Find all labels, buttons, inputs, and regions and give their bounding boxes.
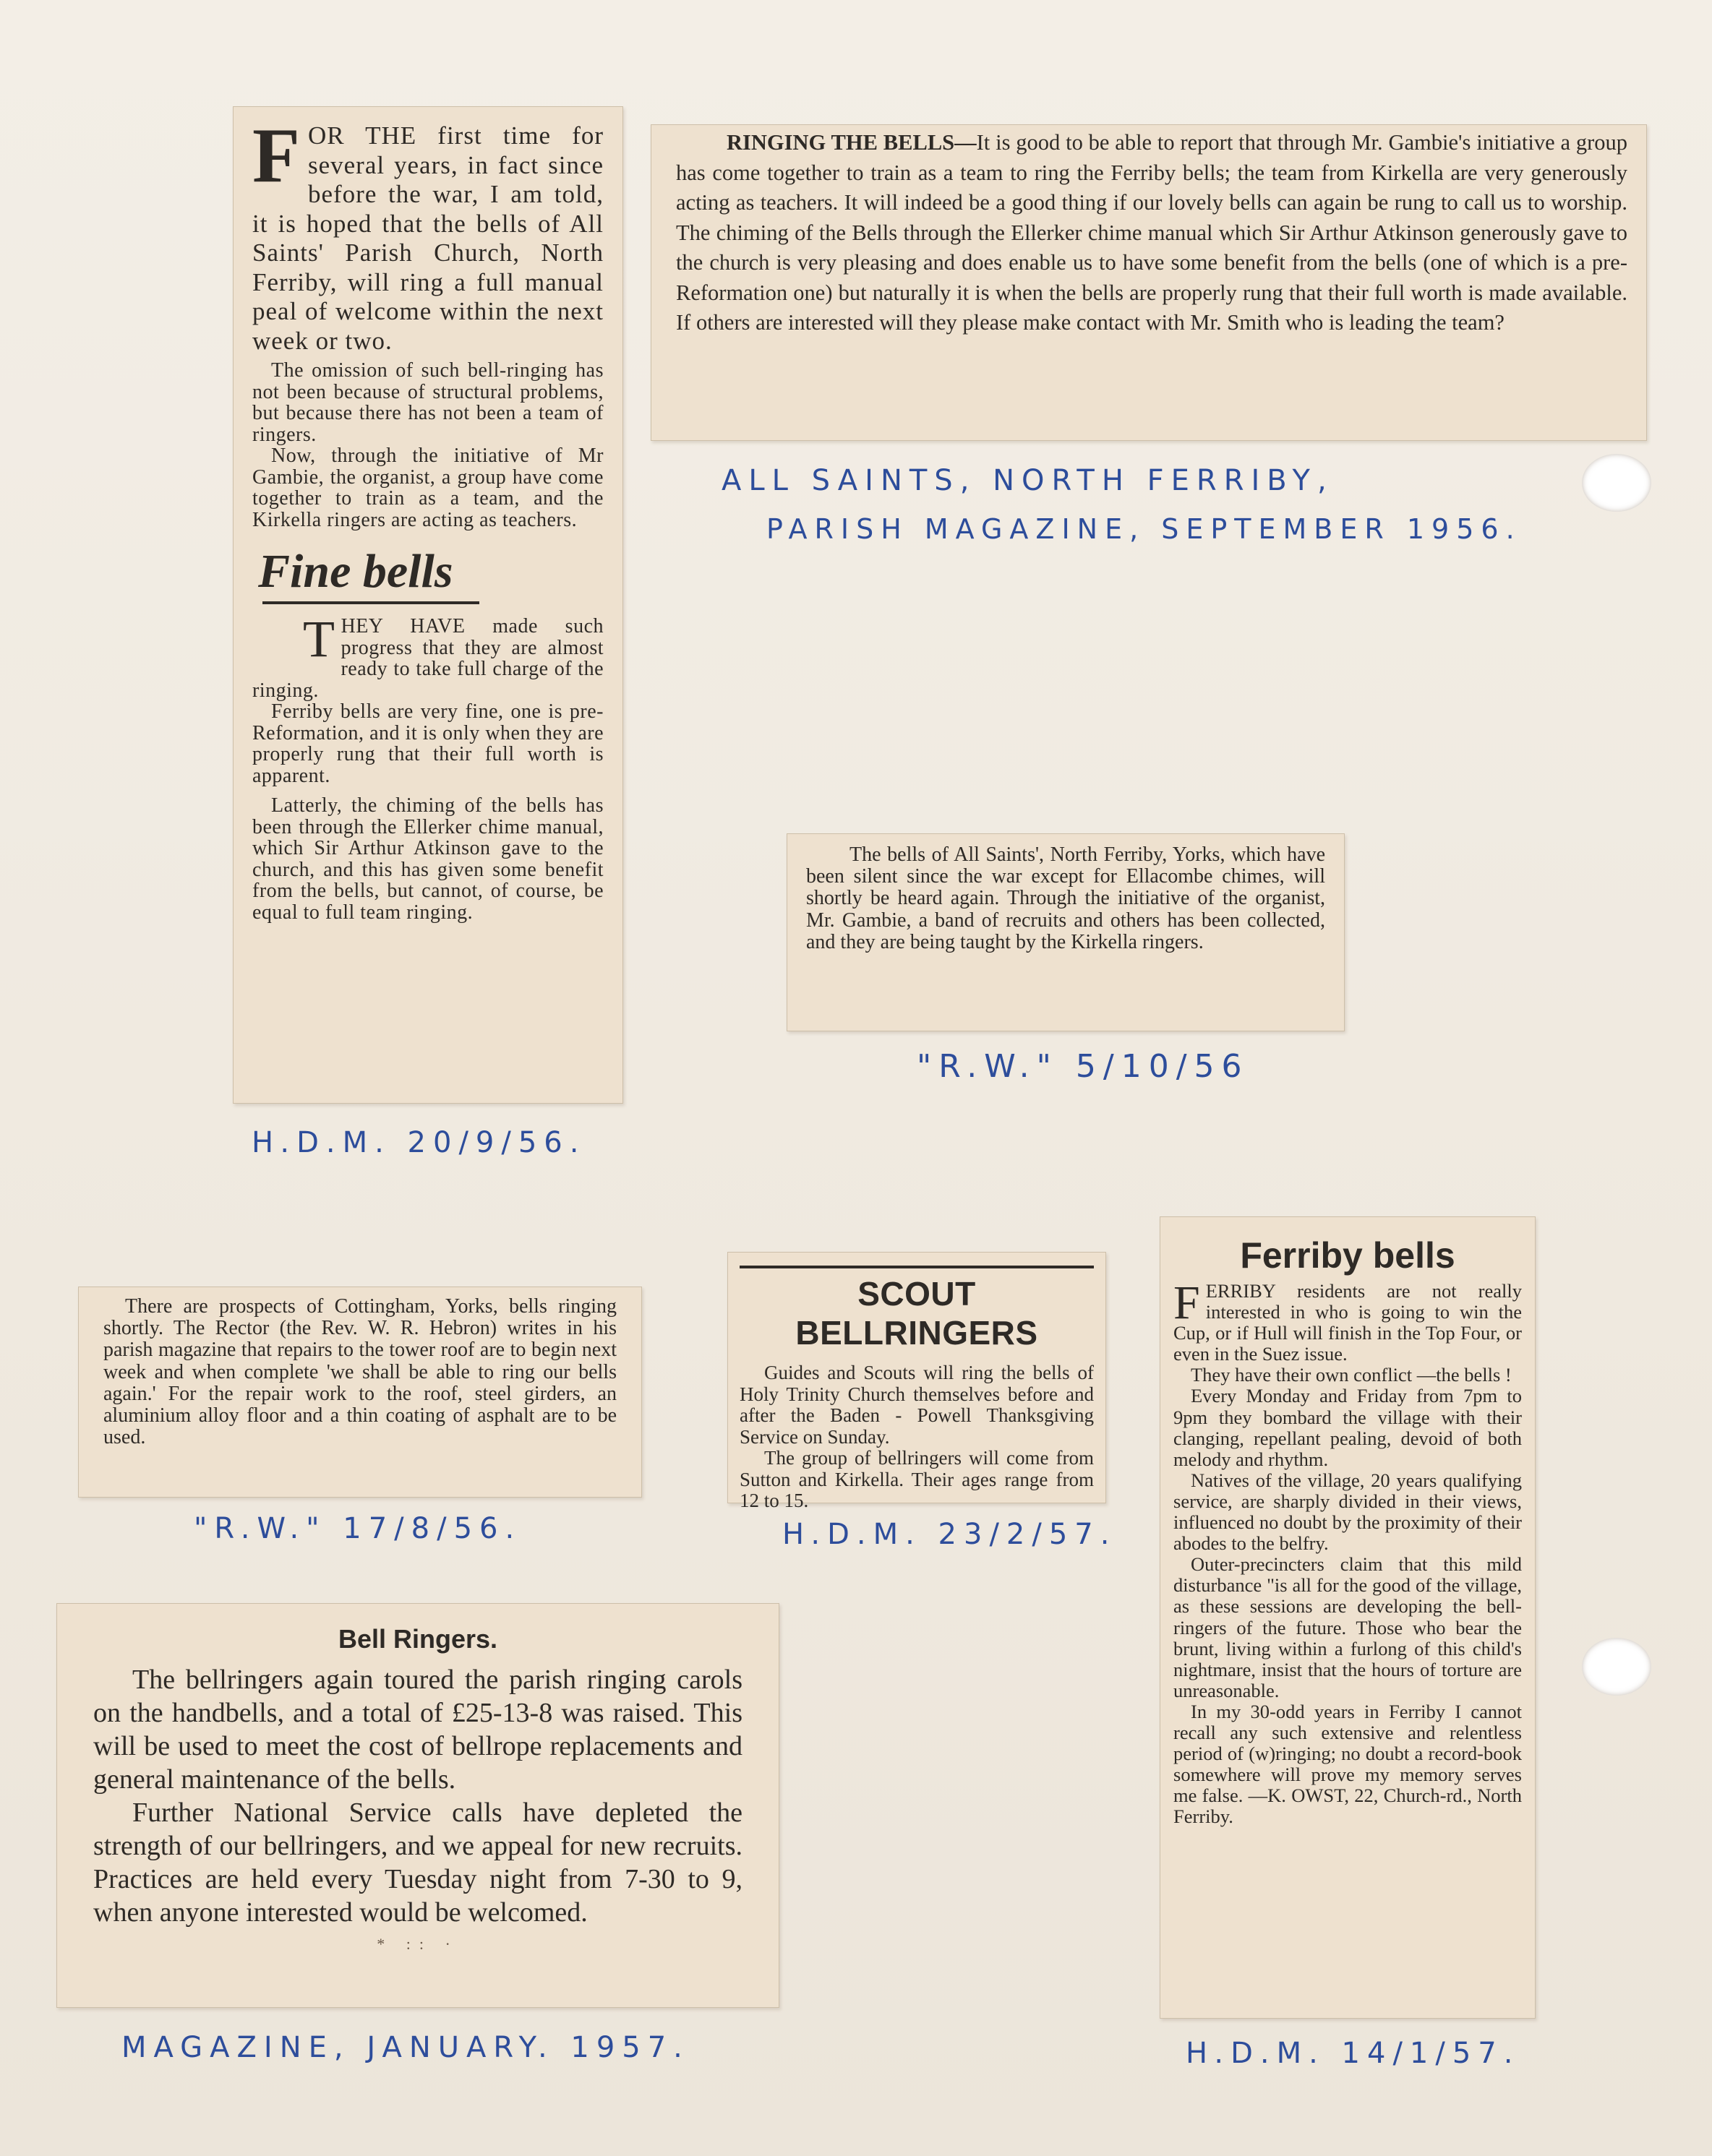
handwritten-note-rw-5-10-56: "R.W." 5/10/56	[917, 1048, 1249, 1085]
paragraph: The bellringers again toured the parish ringing carols on the handbells, and a total of £25-13-8 was raised. This will be used to meet the cost of bellrope replacements and general maintenance of the bells.	[93, 1665, 742, 1795]
handwritten-note-all-saints: ALL SAINTS, NORTH FERRIBY,	[722, 464, 1334, 497]
clipping-ferriby-bells-letter	[1160, 1216, 1536, 2019]
clipping-ringing-the-bells	[651, 124, 1647, 441]
clipping-cottingham-bells	[78, 1287, 642, 1498]
paragraph: Further National Service calls have depleted the strength of our bellringers, and we appeal for new recruits. Practices are held every Tuesday night from 7-30 to 9, when anyone interested would be welcomed.	[93, 1798, 742, 1928]
subheading-rule	[262, 601, 479, 604]
handwritten-note-hdm-23-2-57: H.D.M. 23/2/57.	[782, 1518, 1117, 1551]
paragraph: They have their own conflict —the bells !	[1191, 1364, 1512, 1386]
clipping-scout-bellringers	[727, 1252, 1106, 1511]
clipping-lead-paragraph	[252, 113, 604, 356]
drop-cap: T	[303, 610, 335, 668]
paragraph: Latterly, the chiming of the bells has been through the Ellerker chime manual, which Sir Arthur Atkinson gave to the church, and this has given some benefit from the bells, but cannot, of course, be equal to full team ringing.	[252, 794, 604, 924]
paragraph: There are prospects of Cottingham, Yorks, bells ringing shortly. The Rector (the Rev. W. R. Hebron) writes in his parish magazine that repairs to the tower roof are to begin next week and when complete 'we shall be able to ring our bells again.' For the repair work to the roof, steel girders, an aluminium alloy floor and a thin coating of asphalt are to be used.	[103, 1295, 617, 1449]
drop-cap: F	[252, 113, 301, 199]
handwritten-note-magazine-jan-1957: MAGAZINE, JANUARY. 1957.	[121, 2031, 690, 2064]
headline-ferriby-bells: Ferriby bells	[1240, 1235, 1455, 1276]
paragraph-text: ERRIBY residents are not really interested in who is going to win the Cup, or if Hull will finish in the Top Four, or even in the Suez issue.	[1173, 1280, 1522, 1365]
paragraph-text: HEY HAVE made such progress that they are almost ready to take full charge of the ringing.	[252, 615, 604, 702]
lead-text: OR THE first time for several years, in fact since before the war, I am told, it is hoped that the bells of All Saints' Parish Church, North Ferriby, will ring a full manual peal of welcome within the next week or two.	[252, 121, 604, 355]
punch-hole-bottom	[1582, 1638, 1651, 1696]
ornament: * :: ·	[377, 1935, 459, 1953]
headline-scout-bellringers: SCOUT BELLRINGERS	[740, 1266, 1094, 1352]
paragraph: Guides and Scouts will ring the bells of Holy Trinity Church themselves before and after the Baden - Powell Thanksgiving Service on Sunday.	[740, 1362, 1094, 1448]
clipping-bells-silent-since-war	[787, 833, 1345, 1031]
paragraph: The group of bellringers will come from Sutton and Kirkella. Their ages range from 12 to 15.	[740, 1447, 1094, 1511]
ringing-the-bells-body: It is good to be able to report that through Mr. Gambie's initiative a group has come together to train as a team to ring the Ferriby bells; the team from Kirkella are very generously acting as teachers. It will indeed be a good thing if our lovely bells can again be rung to call us to worship. The chiming of the Bells through the Ellerker chime manual which Sir Arthur Atkinson generously gave to the church is very pleasing and does enable us to have some benefit from the bells (one of which is a pre-Reformation one) but naturally it is when the bells are properly rung that their full worth is made available. If others are interested will they please make contact with Mr. Smith who is leading the team?	[676, 130, 1627, 335]
ringing-the-bells-heading: RINGING THE BELLS—	[727, 130, 977, 155]
subheading-fine-bells: Fine bells	[258, 545, 453, 598]
drop-cap: F	[1173, 1276, 1200, 1329]
handwritten-note-hdm-14-1-57: H.D.M. 14/1/57.	[1186, 2037, 1520, 2070]
paragraph	[1173, 1276, 1522, 1365]
paragraph: Every Monday and Friday from 7pm to 9pm they bombard the village with their clanging, repellant pealing, devoid of both melody and rhythm.	[1173, 1385, 1522, 1470]
paragraph: Now, through the initiative of Mr Gambie, the organist, a group have come together to train as a team, and the Kirkella ringers are acting as teachers.	[252, 444, 604, 531]
clipping-first-time-bells	[233, 106, 623, 1104]
headline-bell-ringers: Bell Ringers.	[338, 1624, 498, 1654]
ringing-the-bells-text	[676, 128, 1627, 338]
paragraph: The omission of such bell-ringing has not been because of structural problems, but because there has not been a team of ringers.	[252, 359, 604, 446]
handwritten-note-hdm-20-9-56: H.D.M. 20/9/56.	[252, 1126, 586, 1159]
punch-hole-top	[1582, 454, 1651, 512]
paragraph: Natives of the village, 20 years qualifying service, are sharply divided in their views, influenced no doubt by the proximity of their abodes to the belfry.	[1173, 1469, 1522, 1555]
paragraph: Ferriby bells are very fine, one is pre-Reformation, and it is only when they are properly rung that their full worth is apparent.	[252, 700, 604, 787]
handwritten-note-rw-17-8-56: "R.W." 17/8/56.	[194, 1512, 522, 1545]
paragraph: Outer-precincters claim that this mild disturbance "is all for the good of the village, as these sessions are developing the bell-ringers of the future. Those who bear the brunt, living within a furlong of this child's nightmare, insist that the hours of torture are unreasonable.	[1173, 1553, 1522, 1701]
paragraph: In my 30-odd years in Ferriby I cannot recall any such extensive and relentless period of (w)ringing; no doubt a record-book somewhere will prove my memory serves me false. —K. OWST, 22, Church-rd., North Ferriby.	[1173, 1700, 1522, 1828]
handwritten-note-parish-magazine-sept-1956: PARISH MAGAZINE, SEPTEMBER 1956.	[766, 513, 1522, 545]
paragraph: The bells of All Saints', North Ferriby, Yorks, which have been silent since the war except for Ellacombe chimes, will shortly be heard again. Through the initiative of the organist, Mr. Gambie, a band of recruits and others has been collected, and they are being taught by the Kirkella ringers.	[806, 843, 1325, 953]
clipping-bell-ringers-magazine	[56, 1603, 779, 2008]
paragraph	[252, 610, 604, 702]
